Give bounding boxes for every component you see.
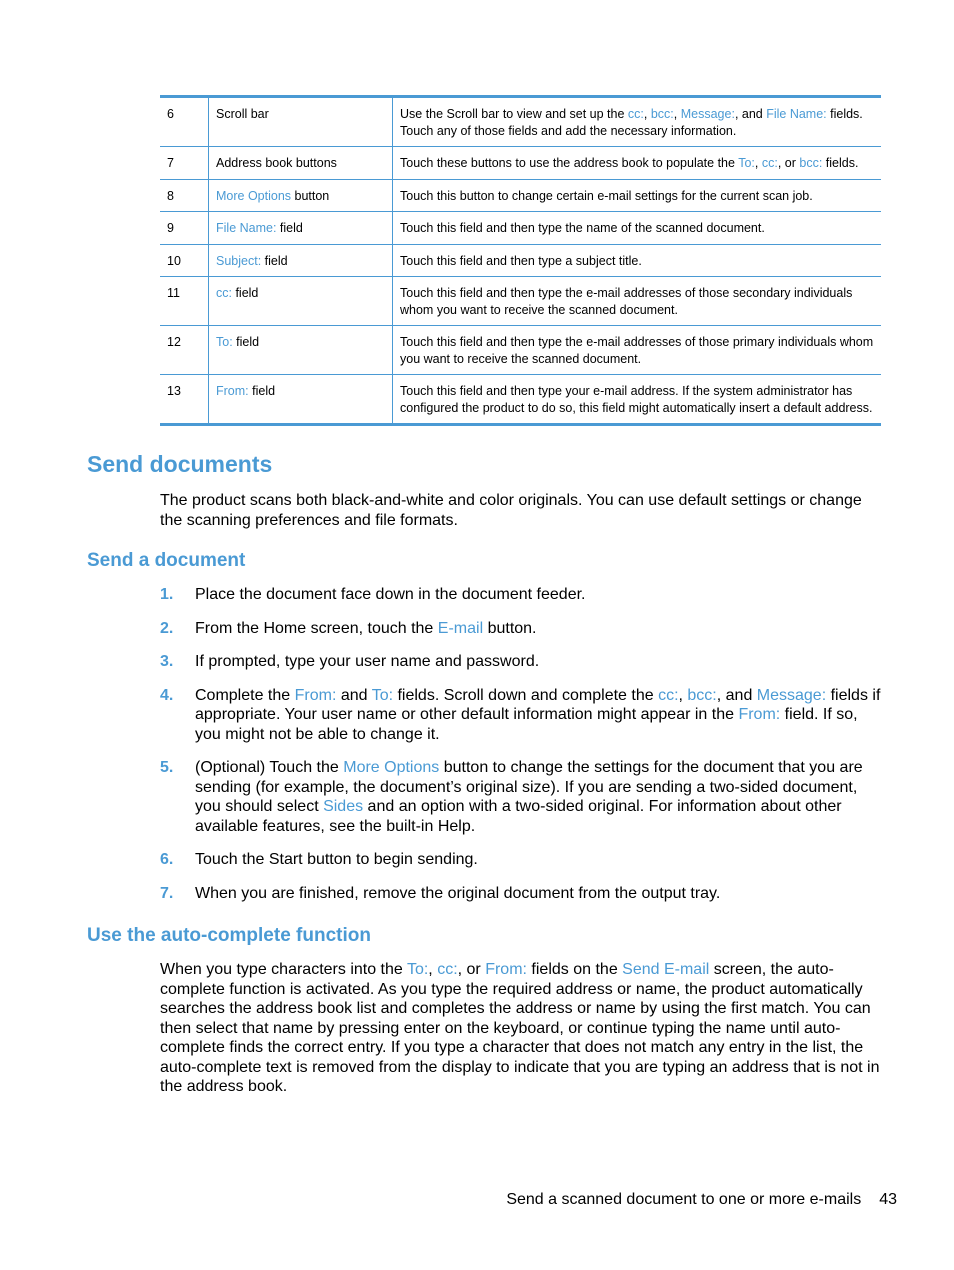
feature-description [393,97,882,147]
text-run: Touch this button to change certain e-mail settings for the current scan job. [400,188,813,203]
text-run: Touch these buttons to use the address book to populate the [400,156,739,170]
step-number: 2. [160,619,174,637]
callout-number: 6 [160,97,209,147]
ui-term: Subject: [216,253,262,268]
callout-number: 13 [160,375,209,425]
feature-name [209,179,393,212]
step-number: 5. [160,759,174,776]
ui-term: bcc: [687,686,717,704]
feature-name [209,326,393,375]
section-intro: The product scans both black-and-white and color originals. You can use default settings or change the scanning preferences and file formats. [160,492,862,529]
step-item [160,652,885,672]
table-row [160,244,881,277]
text-run: If prompted, type your user name and password. [195,653,540,670]
text-run: Address book buttons [216,156,337,170]
text-run: When you are finished, remove the original document from the output tray. [195,884,721,902]
text-run: Touch the Start button to begin sending. [195,851,478,868]
feature-name [209,375,393,425]
text-run: From the Home screen, touch the [195,619,438,637]
ui-term: To: [216,335,233,349]
text-run: field [231,286,259,300]
step-item [160,619,885,639]
text-run: Touch this field and then type the e-mail addresses of those primary individuals whom you want to receive the scanned document. [400,335,874,366]
text-run: button. [483,619,537,637]
text-run: , or [777,156,800,170]
text-run: and an option with a two-sided original. For information about other available features, see the built-in Help. [195,798,842,835]
text-run: Touch this field and then type a subject title. [400,253,642,268]
footer-title: Send a scanned document to one or more e-mails [506,1191,862,1208]
ui-term: More Options [216,188,292,203]
text-run: Scroll bar [216,107,269,121]
text-run: Complete the [195,686,295,704]
ui-term: File Name: [766,107,827,121]
page-number: 43 [879,1191,897,1208]
steps-list [160,585,885,917]
text-run: field. If so, you might not be able to change it. [195,706,858,743]
text-run: , [643,107,651,121]
text-run: screen, the auto-complete function is activated. As you type the required address or name, the product automatically searches the address book list and completes the address or name by using the first match. You can then select that name by pressing enter on the keyboard, or continue typing the name until auto-complete finds the correct entry. If you type a character that does not match any entry in the list, the auto-complete text is removed from the display to indicate that you are typing an address that is not in the address book. [160,961,880,1095]
autocomplete-paragraph [160,960,885,1097]
feature-description [393,277,882,326]
text-run: field [248,384,276,398]
callout-number: 10 [160,244,209,277]
ui-term: cc: [761,156,778,170]
text-run: fields. [822,156,859,170]
table-row [160,212,881,245]
ui-term: Sides [323,798,364,815]
text-run: fields. Touch any of those fields and add the necessary information. [400,107,863,138]
text-run: , or [457,961,486,978]
text-run: , and [716,686,757,704]
ui-term: Send E-mail [622,961,710,978]
feature-name [209,277,393,326]
section-title: Send documents [87,451,273,477]
text-run: Touch this field and then type your e-mail address. If the system administrator has configured the product to do so, this field might automatically insert a default address. [400,384,873,415]
ui-term: bcc: [799,156,823,170]
subsection-title-send: Send a document [87,550,246,571]
ui-term: To: [738,156,755,170]
step-item [160,686,885,745]
ui-term: To: [406,961,429,978]
table-row [160,97,881,147]
ui-term: bcc: [650,107,674,121]
text-run: Place the document face down in the document feeder. [195,586,586,603]
ui-term: File Name: [216,221,277,235]
ui-term: Message: [756,686,827,704]
text-run: , [673,107,681,121]
callout-number: 9 [160,212,209,245]
ui-term: Message: [680,107,735,121]
step-item [160,884,885,904]
step-number: 7. [160,884,174,902]
text-run: button to change the settings for the document that you are sending (for example, the document’s original size). If you are sending a two-sided document, you should select [195,759,863,815]
callout-number: 8 [160,179,209,212]
step-item [160,850,885,870]
text-run: , [678,686,688,704]
feature-description [393,179,882,212]
step-number: 1. [160,586,174,603]
feature-description [393,326,882,375]
table-row [160,147,881,180]
ui-term: From: [294,686,337,704]
feature-name [209,97,393,147]
text-run: and [336,686,372,704]
ui-term: From: [738,706,781,723]
page-footer [506,1191,897,1209]
ui-term: cc: [437,961,458,978]
table-row [160,375,881,425]
step-item [160,758,885,836]
table-row [160,326,881,375]
step-number: 4. [160,686,174,704]
feature-description [393,212,882,245]
step-number: 6. [160,851,174,868]
text-run: button [291,188,330,203]
table-row [160,179,881,212]
step-item [160,585,885,605]
text-run: fields on the [526,961,623,978]
ui-term: From: [485,961,527,978]
callout-number: 12 [160,326,209,375]
text-run: , [428,961,438,978]
ui-term: E-mail [437,619,484,637]
table-row [160,277,881,326]
ui-term: cc: [216,286,232,300]
text-run: , [754,156,762,170]
text-run: (Optional) Touch the [195,759,344,776]
ui-term: cc: [658,686,679,704]
text-run: field [261,253,288,268]
step-number: 3. [160,653,174,670]
callout-number: 11 [160,277,209,326]
ui-term: From: [216,384,249,398]
feature-name [209,212,393,245]
text-run: Touch this field and then type the name of the scanned document. [400,221,765,235]
feature-description [393,375,882,425]
feature-description [393,244,882,277]
text-run: , and [734,107,767,121]
table-body [160,97,881,425]
ui-term: cc: [627,107,644,121]
reference-table [160,95,881,426]
text-run: field [232,335,260,349]
text-run: Use the Scroll bar to view and set up the [400,107,628,121]
text-run: field [276,221,303,235]
ui-term: To: [371,686,394,704]
callout-number: 7 [160,147,209,180]
text-run: Touch this field and then type the e-mail addresses of those secondary individuals whom you want to receive the scanned document. [400,286,853,317]
ui-term: More Options [343,759,440,776]
feature-name [209,147,393,180]
text-run: fields. Scroll down and complete the [393,686,659,704]
subsection-title-autocomplete: Use the auto-complete function [87,925,371,946]
text-run: fields if appropriate. Your user name or other default information might appear in the [195,686,881,723]
text-run: When you type characters into the [160,961,407,978]
feature-name [209,244,393,277]
feature-description [393,147,882,180]
